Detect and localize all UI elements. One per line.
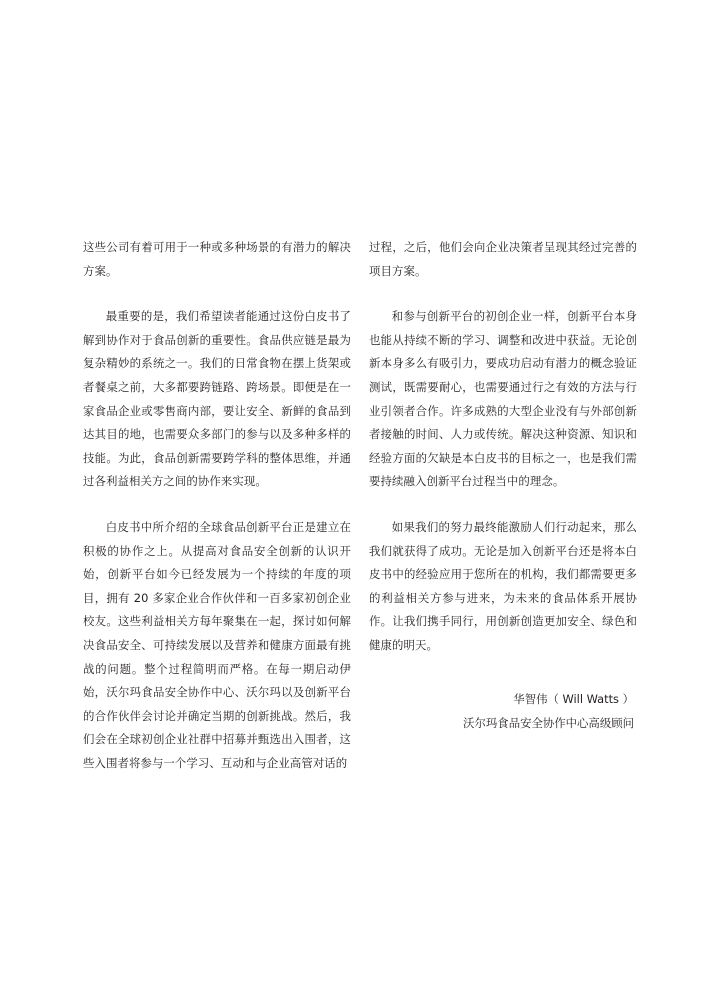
paragraph-process-continuation: 过程，之后，他们会向企业决策者呈现其经过完善的项目方案。	[369, 240, 637, 278]
author-title: 沃尔玛食品安全协作中心高级顾问	[463, 715, 634, 730]
paragraph-importance-of-collaboration: 最重要的是，我们希望读者能通过这份白皮书了解到协作对于食品创新的重要性。食品供应链是最为复杂精妙的系统之一。我们的日常食物在摆上货架或者餐桌之前，大多都要跨链路、跨场景。即便是在一家食品企业或零售商内部，要让安全、新鲜的食品到达其目的地，也需要众多部门的参与以及多种多样的技能。为此，食品创新需要跨学科的整体思维，并通过各利益相关方之间的协作来实现。	[83, 309, 351, 489]
author-name: 华智伟（ Will Watts ）	[513, 692, 634, 706]
paragraph-innovation-platform: 白皮书中所介绍的全球食品创新平台正是建立在积极的协作之上。从提高对食品安全创新的认识开始，创新平台如今已经发展为一个持续的年度的项目，拥有 20 多家企业合作伙伴和一百多家初创企业校友。这些利益相关方每年聚集在一起，探讨如何解决食品安全、可持续发展以及营养和健康方面最有挑战的问题。整个过程简明而严格。在每一期启动伊始，沃尔玛食品安全协作中心、沃尔玛以及创新平台的合作伙伴会讨论并确定当期的创新挑战。然后，我们会在全球初创企业社群中招募并甄选出入围者，这些入围者将参与一个学习、互动和与企业高管对话的	[83, 519, 351, 770]
left-text-column	[83, 236, 351, 797]
paragraph-continuation: 这些公司有着可用于一种或多种场景的有潜力的解决方案。	[83, 240, 351, 278]
author-signature-block	[463, 688, 634, 735]
paragraph-continuous-learning: 和参与创新平台的初创企业一样，创新平台本身也能从持续不断的学习、调整和改进中获益。无论创新本身多么有吸引力，要成功启动有潜力的概念验证测试，既需要耐心，也需要通过行之有效的方法与行业引领者合作。许多成熟的大型企业没有与外部创新者接触的时间、人力或传统。解决这种资源、知识和经验方面的欠缺是本白皮书的目标之一，也是我们需要持续融入创新平台过程当中的理念。	[369, 309, 637, 489]
paragraph-call-to-action: 如果我们的努力最终能激励人们行动起来，那么我们就获得了成功。无论是加入创新平台还是将本白皮书中的经验应用于您所在的机构，我们都需要更多的利益相关方参与进来，为未来的食品体系开展协作。让我们携手同行，用创新创造更加安全、绿色和健康的明天。	[369, 519, 637, 652]
right-text-column	[369, 236, 637, 680]
